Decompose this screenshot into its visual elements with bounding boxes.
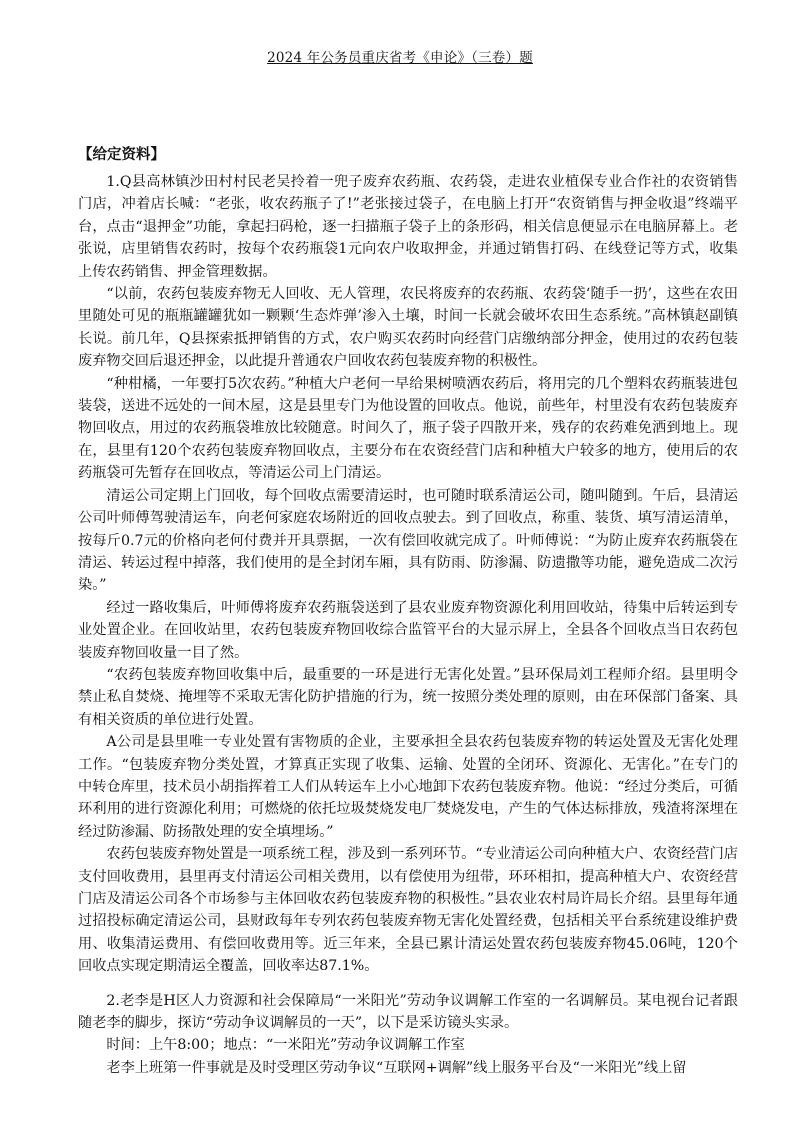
paragraph: 农药包装废弃物处置是一项系统工程，涉及到一系列环节。“专业清运公司向种植大户、农资经营门店支付回收费用，县里再支付清运公司相关费用，以有偿使用为纽带，环环相扣，提高种植大户、农资经营门店及清运公司各个市场参与主体回收农药包装废弃物的积极性。”县农业农村局许局长介绍。县里每年通过招投标确定清运公司，县财政每年专列农药包装废弃物无害化处置经费，包括相关平台系统建设维护费用、收集清运费用、有偿回收费用等。近三年来，全县已累计清运处置农药包装废弃物45.06吨，120个回收点实现定期清运全覆盖，回收率达87.1%。 xyxy=(78,846,738,975)
paragraph: “农药包装废弃物回收集中后，最重要的一环是进行无害化处置。”县环保局刘工程师介绍。县里明令禁止私自焚烧、掩埋等不采取无害化防护措施的行为，统一按照分类处理的原则，由在环保部门备案、具有相关资质的单位进行处置。 xyxy=(78,666,738,728)
paragraph: 经过一路收集后，叶师傅将废弃农药瓶袋送到了县农业废弃物资源化利用回收站，待集中后转运到专业处置企业。在回收站里，农药包装废弃物回收综合监管平台的大显示屏上，全县各个回收点当日农药包装废弃物回收量一目了然。 xyxy=(78,599,738,661)
paragraph: 2.老李是H区人力资源和社会保障局“一米阳光”劳动争议调解工作室的一名调解员。某电视台记者跟随老李的脚步，探访“劳动争议调解员的一天”，以下是采访镜头实录。 xyxy=(78,992,738,1032)
paragraph: A公司是县里唯一专业处置有害物质的企业，主要承担全县农药包装废弃物的转运处置及无害化处理工作。“包装废弃物分类处置，才算真正实现了收集、运输、处置的全闭环、资源化、无害化。”在专门的中转仓库里，技术员小胡指挥着工人们从转运车上小心地卸下农药包装废弃物。他说：“经过分类后，可循环利用的进行资源化利用；可燃烧的依托垃圾焚烧发电厂焚烧发电，产生的气体达标排放，残渣将深埋在经过防渗漏、防扬散处理的安全填埋场。” xyxy=(78,734,738,840)
paragraph: 1.Q县高林镇沙田村村民老吴拎着一兜子废弃农药瓶、农药袋，走进农业植保专业合作社的农资销售门店，冲着店长喊：“老张，收农药瓶子了!”老张接过袋子，在电脑上打开“农资销售与押金收退”终端平台，点击“退押金”功能，拿起扫码枪，逐一扫描瓶子袋子上的条形码，相关信息便显示在电脑屏幕上。老张说，店里销售农药时，按每个农药瓶袋1元向农户收取押金，并通过销售打码、在线登记等方式，收集上传农药销售、押金管理数据。 xyxy=(78,174,738,280)
paragraph: 清运公司定期上门回收，每个回收点需要清运时，也可随时联系清运公司，随叫随到。午后，县清运公司叶师傅驾驶清运车，向老何家庭农场附近的回收点驶去。到了回收点，称重、装货、填写清运清单，按每斤0.7元的价格向老何付费并开具票据，一次有偿回收就完成了。叶师傅说：“为防止废弃农药瓶袋在清运、转运过程中掉落，我们使用的是全封闭车厢，具有防雨、防渗漏、防遗撒等功能，避免造成二次污染。” xyxy=(78,487,738,594)
paragraph: 老李上班第一件事就是及时受理区劳动争议“互联网+调解”线上服务平台及“一米阳光”线上留 xyxy=(106,1059,687,1076)
document-body xyxy=(78,171,738,1079)
paragraph: “种柑橘，一年要打5次农药。”种植大户老何一早给果树喷洒农药后，将用完的几个塑料农药瓶装进包装袋，送进不远处的一间木屋，这是县里专门为他设置的回收点。他说，前些年，村里没有农药包装废弃物回收点，用过的农药瓶袋堆放比较随意。时间久了，瓶子袋子四散开来，残存的农药难免洒到地上。现在，县里有120个农药包装废弃物回收点，主要分布在农资经营门店和种植大户较多的地方，使用后的农药瓶袋可先暂存在回收点，等清运公司上门清运。 xyxy=(78,375,738,482)
paragraph: “以前，农药包装废弃物无人回收、无人管理，农民将废弃的农药瓶、农药袋‘随手一扔’，这些在农田里随处可见的瓶瓶罐罐犹如一颗颗‘生态炸弹’渗入土壤，时间一长就会破坏农田生态系统。”高林镇赵副镇长说。前几年，Q县探索抵押销售的方式，农户购买农药时向经营门店缴纳部分押金，使用过的农药包装废弃物交回后退还押金，以此提升普通农户回收农药包装废弃物的积极性。 xyxy=(78,286,738,370)
section-heading: 【给定资料】 xyxy=(78,146,165,163)
paragraph: 时间：上午8:00；地点：“一米阳光”劳动争议调解工作室 xyxy=(106,1037,465,1054)
document-title: 2024 年公务员重庆省考《申论》（三卷）题 xyxy=(267,50,533,66)
